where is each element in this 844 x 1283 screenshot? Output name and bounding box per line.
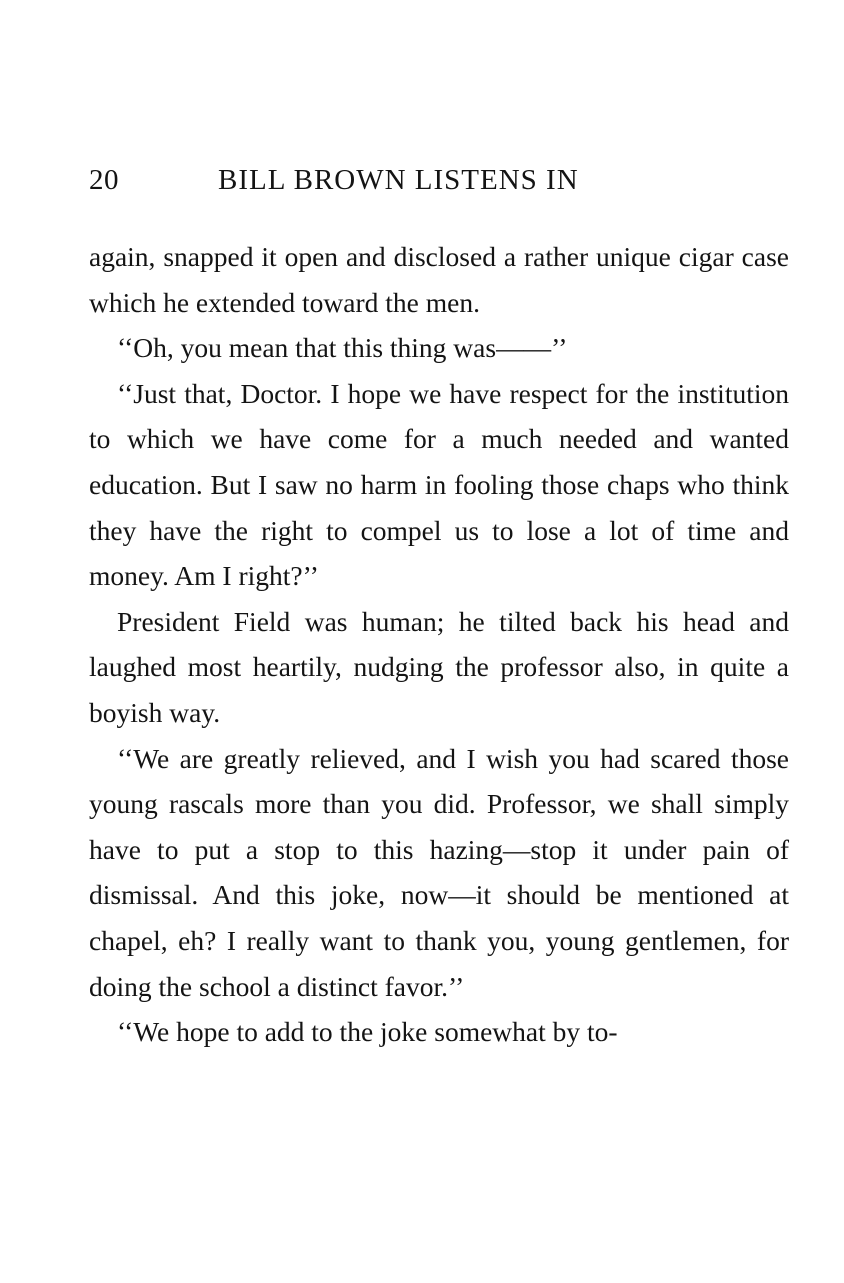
running-head xyxy=(89,160,789,200)
paragraph-continuation: again, snapped it open and disclosed a rather unique cigar case which he extended toward the men. xyxy=(89,241,789,318)
page-number: 20 xyxy=(89,164,119,196)
paragraph-dialogue-hope: ‘‘We hope to add to the joke somewhat by to- xyxy=(117,1016,618,1048)
paragraph-dialogue-oh: ‘‘Oh, you mean that this thing was——’’ xyxy=(117,332,568,364)
paragraph-dialogue-relieved: ‘‘We are greatly relieved, and I wish you had scared those young rascals more than you did. Professor, we shall simply have to put a stop to this hazing—stop it under pain of dismissal. And this joke, now—it should be mentioned at chapel, eh? I really want to thank you, young gentlemen, for doing the school a distinct favor.’’ xyxy=(89,742,789,1002)
paragraph-dialogue-just-that: ‘‘Just that, Doctor. I hope we have respect for the institution to which we have come for a much needed and wanted education. But I saw no harm in fooling those chaps who think they have the right to compel us to lose a lot of time and money. Am I right?’’ xyxy=(89,377,789,592)
body-text xyxy=(89,234,789,1055)
paragraph-president-field: President Field was human; he tilted back his head and laughed most heartily, nudging the professor also, in quite a boyish way. xyxy=(89,605,789,728)
running-title: BILL BROWN LISTENS IN xyxy=(218,164,579,196)
